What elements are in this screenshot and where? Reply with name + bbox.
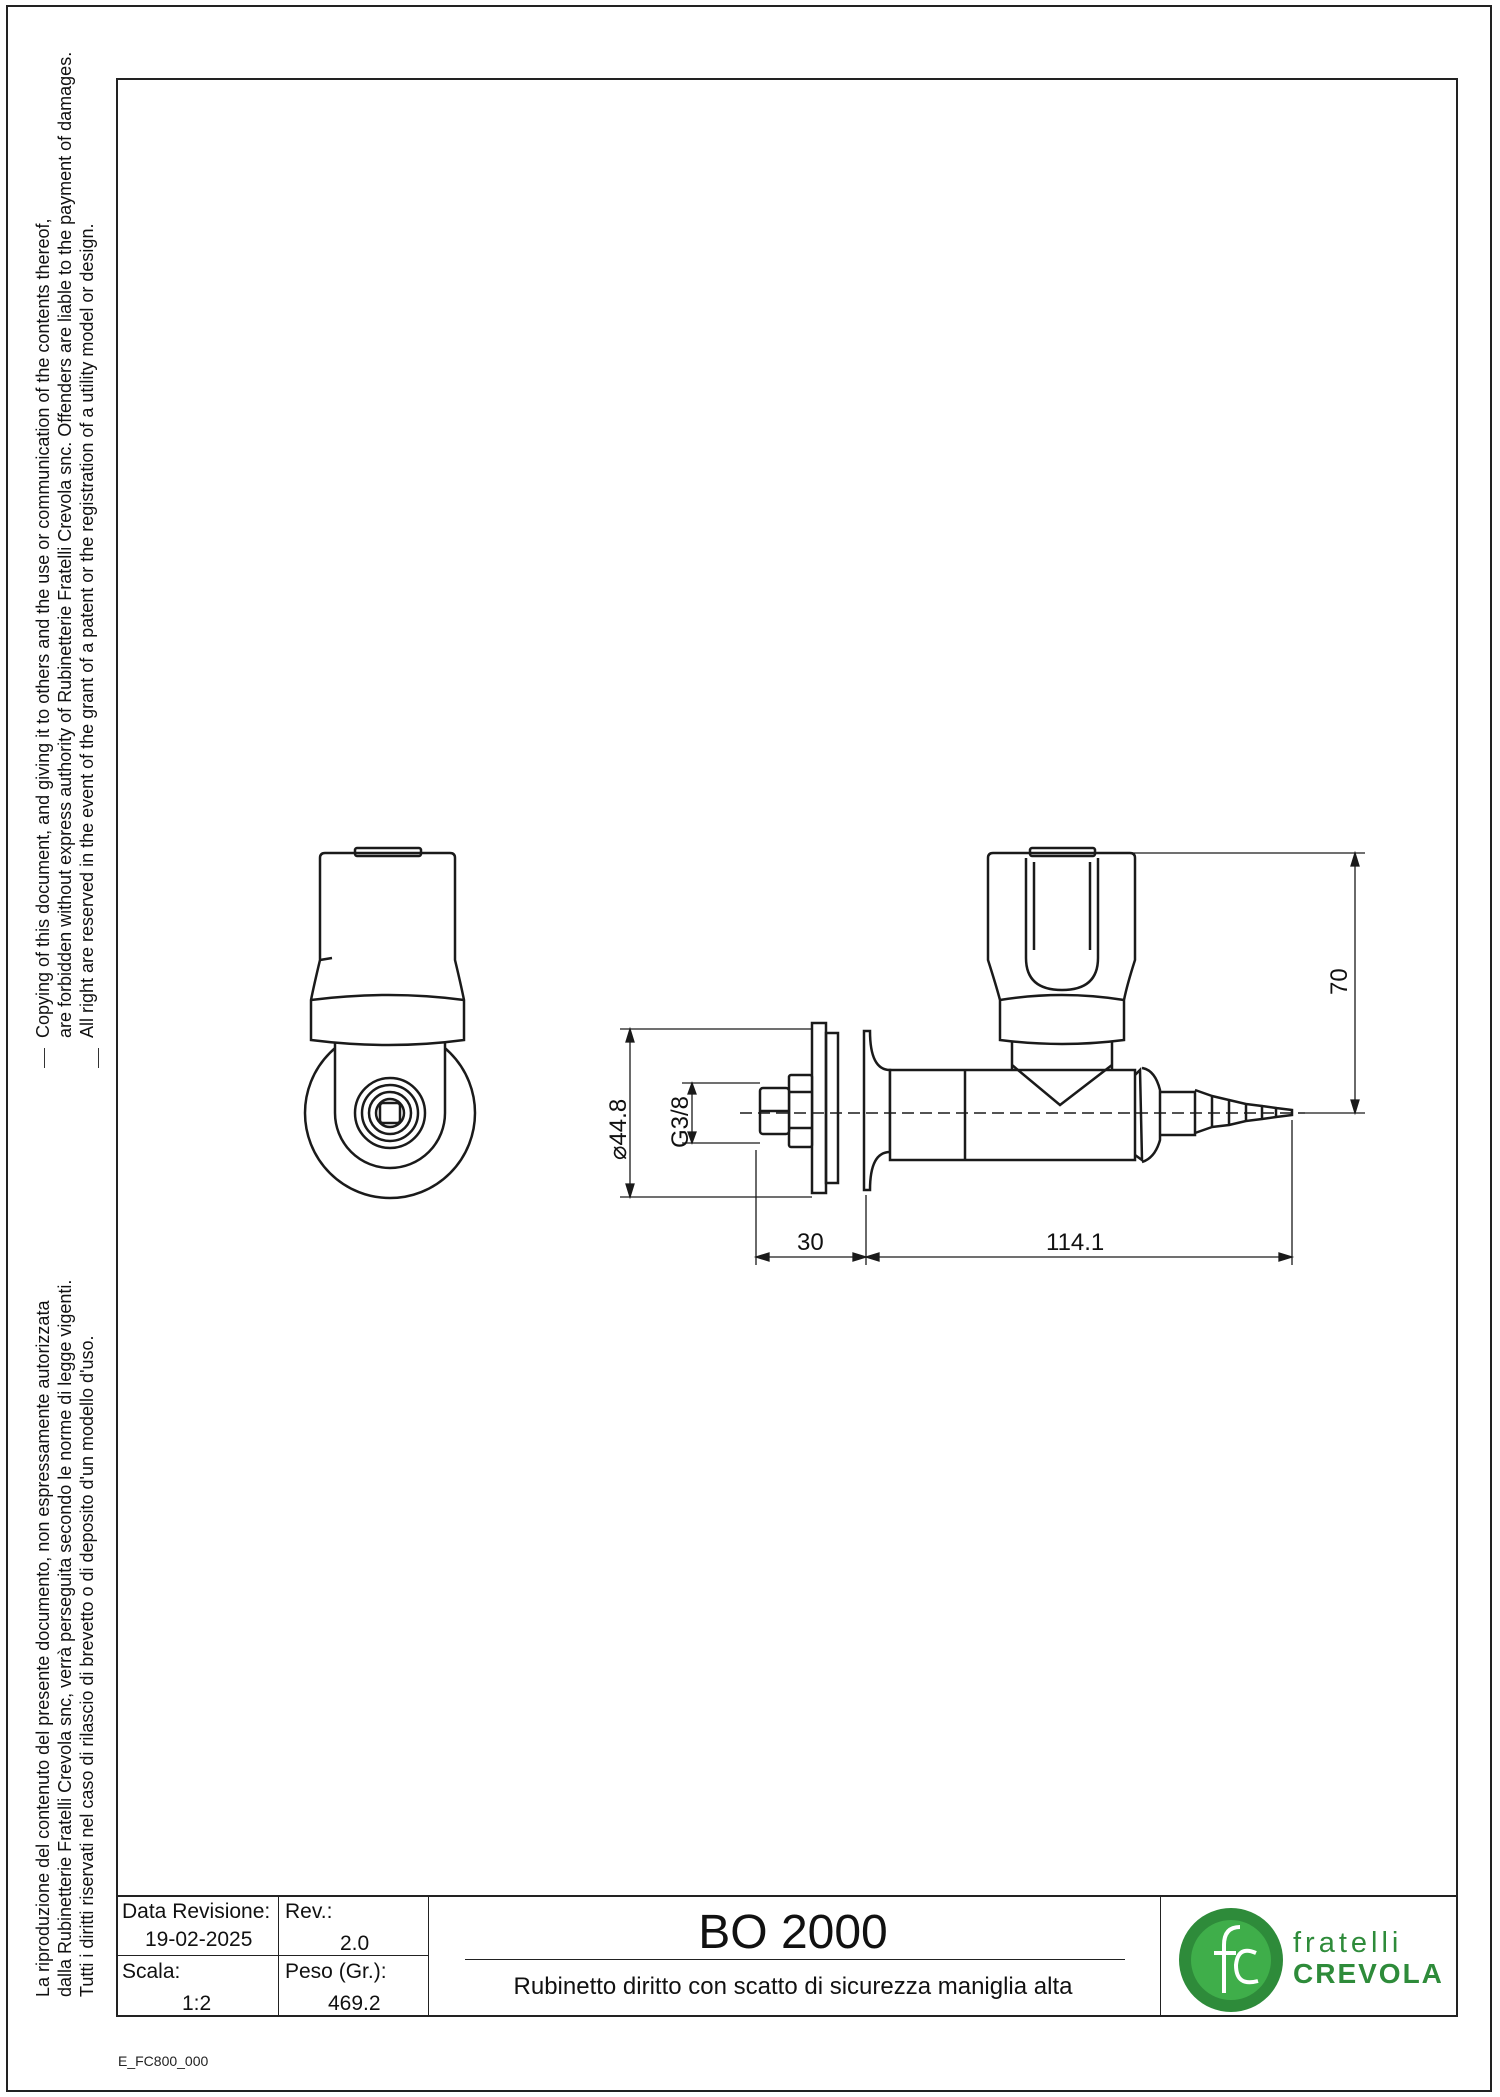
- dimension-30: 30: [797, 1229, 824, 1256]
- dimension-thread: G3/8: [667, 1095, 694, 1148]
- rev-value: 2.0: [340, 1932, 370, 1955]
- peso-value: 469.2: [328, 1992, 381, 2015]
- scala-value: 1:2: [182, 1992, 212, 2015]
- title-block-top-line: [116, 1895, 1458, 1897]
- logo-text-crevola: CREVOLA: [1293, 1958, 1444, 1989]
- peso-label: Peso (Gr.):: [285, 1960, 387, 1983]
- dimension-114-1: 114.1: [1046, 1229, 1105, 1256]
- legal-it-line-1: La riproduzione del contenuto del presente documento, non espressamente autorizzata: [33, 1300, 53, 1997]
- data-revisione-label: Data Revisione:: [122, 1900, 271, 1923]
- company-logo-icon: [1176, 1905, 1286, 2015]
- legal-en-line-3: All right are reserved in the event of the grant of a patent or the registration of a utility model or design.: [77, 223, 97, 1038]
- product-code: BO 2000: [698, 1906, 888, 1959]
- legal-it-line-3: Tutti i diritti riservati nel caso di rilascio di brevetto o di deposito d'un modello d'uso.: [77, 1335, 97, 1997]
- dimension-diameter: 44.8: [605, 1098, 632, 1146]
- title-block-divider-3: [1160, 1895, 1161, 2017]
- dimension-70: 70: [1326, 968, 1353, 995]
- logo-text-fratelli: fratelli: [1293, 1927, 1403, 1959]
- product-description: Rubinetto diritto con scatto di sicurezza maniglia alta: [513, 1973, 1073, 2000]
- scala-label: Scala:: [122, 1960, 181, 1983]
- front-view: [740, 848, 1305, 1193]
- side-view: [305, 848, 475, 1198]
- diameter-symbol-icon: ⌀: [605, 1145, 632, 1160]
- rev-label: Rev.:: [285, 1900, 333, 1923]
- dimension-diameter-label: [604, 1099, 633, 1160]
- document-reference: E_FC800_000: [118, 2053, 209, 2069]
- legal-it-line-2: dalla Rubinetterie Fratelli Crevola snc, verrà perseguita secondo le norme di legge vigenti.: [55, 1279, 75, 1997]
- legal-en-line-2: are forbidden without express authority of Rubinetterie Fratelli Crevola snc. Offenders are liable to the payment of damages.: [55, 51, 75, 1038]
- legal-en-line-1: Copying of this document, and giving it to others and the use or communication of the contents thereof,: [33, 218, 53, 1038]
- title-block-divider-1: [278, 1895, 279, 2017]
- data-revisione-value: 19-02-2025: [145, 1928, 253, 1951]
- title-block-mid-line: [116, 1955, 428, 1956]
